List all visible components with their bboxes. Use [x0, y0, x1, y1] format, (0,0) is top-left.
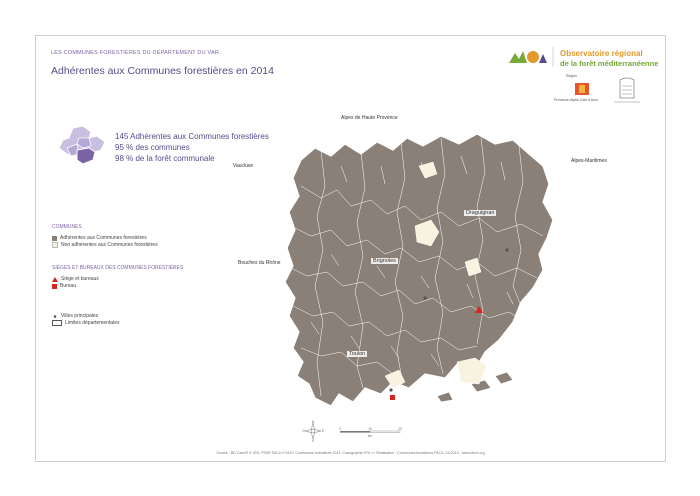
region-logo-caption: Provence-Alpes-Côte d'Azur: [554, 98, 599, 102]
map-title: Adhérentes aux Communes forestières en 2014: [51, 65, 274, 77]
city-dot-icon: [52, 314, 58, 319]
legend-adherentes-label: Adhérentes aux Communes forestières: [60, 235, 147, 241]
var-department-shape: [285, 134, 553, 406]
legend-limites: [52, 320, 119, 326]
label-bouches-du-rhone: Bouches du Rhône: [238, 260, 281, 266]
compass-n: N: [311, 420, 315, 424]
var-department-map: [281, 126, 566, 411]
legend-siege: [52, 276, 99, 282]
compass-rose-icon: [302, 420, 324, 442]
legend-sieges-title: SIÈGES ET BUREAUX DES COMMUNES FORESTIÈRES: [52, 265, 184, 271]
government-seal-icon: [610, 76, 644, 106]
legend-communes-title: COMMUNES: [52, 224, 82, 230]
legend-limites-label: Limites départementales: [65, 320, 120, 326]
scale-tick-0: 0: [339, 427, 341, 431]
triangle-marker-icon: [52, 277, 58, 282]
legend-non-adherentes: [52, 242, 158, 248]
footer-source: Source : BD Carto® © IGN, PFAR PACA n°0410. Communes forestières 2014. Cartographie IFN <> Réalisation : Communes forestières PACA, 01/2015 - www.ofme.org: [216, 451, 485, 455]
locator-map: [53, 124, 113, 172]
legend-swatch-non-adherente: [52, 242, 58, 248]
stat-adherentes: 145 Adhérentes aux Communes forestières: [115, 132, 269, 141]
stat-communes-pct: 95 % des communes: [115, 143, 190, 152]
compass-s: S: [311, 439, 315, 442]
scale-tick-20: 20: [398, 427, 402, 431]
legend-adherentes: [52, 235, 147, 241]
legend-villes: [52, 313, 98, 319]
scale-unit: km: [367, 434, 373, 438]
label-alpes-haute-provence: Alpes de Haute Provence: [341, 115, 398, 121]
stats-block: [115, 131, 269, 164]
legend-non-adherentes-label: Non adhérentes aux Communes forestières: [61, 242, 158, 248]
observatoire-name-line1: Observatoire régional: [560, 49, 643, 58]
city-draguignan: Draguignan: [466, 210, 495, 216]
scale-bar: [338, 425, 404, 439]
stat-foret-pct: 98 % de la forêt communale: [115, 154, 215, 163]
square-marker-icon: [52, 284, 57, 289]
scale-tick-10: 10: [368, 427, 372, 431]
observatoire-name-line2: de la forêt méditerranéenne: [560, 59, 659, 68]
legend-swatch-adherente: [52, 236, 57, 241]
legend-siege-label: Siège et bureaux: [61, 276, 99, 282]
compass-e: E: [321, 429, 324, 433]
legend-villes-label: Villes principales: [61, 313, 99, 319]
boundary-line-icon: [52, 320, 62, 326]
bureau-square-marker: [390, 395, 395, 400]
label-vaucluse: Vaucluse: [233, 163, 254, 169]
legend-bureau: [52, 283, 76, 289]
map-sheet: [35, 35, 666, 462]
region-logo-label: Région: [566, 74, 578, 78]
label-alpes-maritimes: Alpes-Maritimes: [571, 158, 607, 164]
city-toulon: Toulon: [349, 351, 366, 357]
legend-bureau-label: Bureau: [60, 283, 77, 289]
compass-o: O: [302, 429, 305, 433]
city-brignoles: Brignoles: [373, 258, 396, 264]
region-logo-icon: [574, 82, 590, 96]
map-kicker: LES COMMUNES FORESTIÈRES DU DÉPARTEMENT DU VAR: [51, 50, 220, 56]
